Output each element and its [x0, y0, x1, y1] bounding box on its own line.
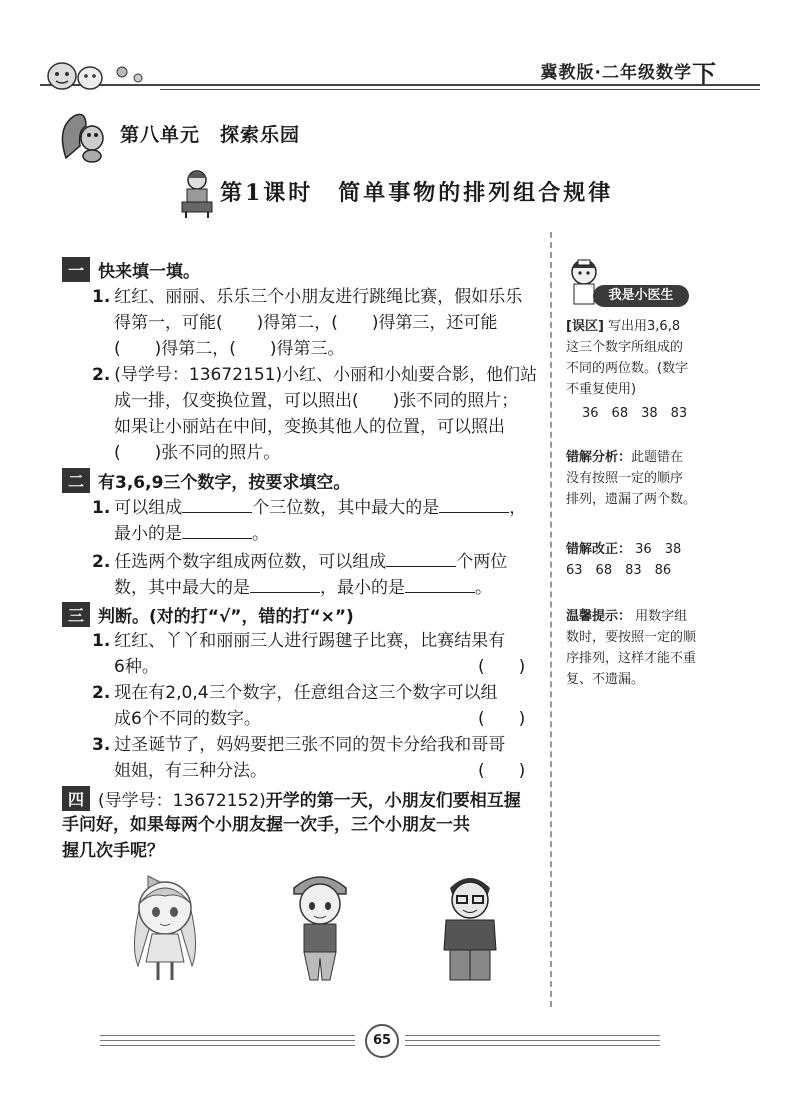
wrong-answer: 36 68 38 83 — [582, 406, 688, 421]
analysis-label: 错解分析： — [566, 450, 632, 465]
section-title: 开学的第一天，小朋友们要相互握 — [265, 791, 521, 811]
tip-text: 用数字组 — [635, 609, 688, 624]
footer-rule-right — [405, 1035, 660, 1036]
question-text: 最小的是 — [114, 524, 182, 544]
correction-line: 63 68 83 86 — [566, 563, 672, 578]
squirrel-icon — [56, 108, 112, 164]
question-text: 个三位数，其中最大的是 — [252, 498, 440, 518]
analysis-line: 排列，遗漏了两个数。 — [566, 492, 697, 507]
judge-answer-box[interactable]: ( ) — [478, 657, 526, 677]
section-title: 快来填一填。 — [98, 262, 201, 282]
column-divider — [550, 232, 552, 1007]
header-series: 冀教版·二年级数学 — [540, 63, 692, 83]
question-text: 红红、丫丫和丽丽三人进行踢毽子比赛，比赛结果有 — [114, 631, 506, 651]
question-line — [92, 628, 505, 654]
question-line — [92, 548, 507, 575]
question-line — [92, 494, 526, 521]
unit-title: 第八单元 探索乐园 — [120, 124, 301, 146]
question-line — [92, 362, 537, 388]
section-title: 有3,6,9三个数字，按要求填空。 — [98, 473, 351, 493]
answer-blank[interactable] — [182, 494, 252, 513]
analysis-text: 此题错在 — [631, 450, 684, 465]
answer-blank[interactable] — [182, 520, 252, 539]
teacher-icon — [178, 168, 216, 218]
analysis-line — [566, 447, 683, 468]
section-number: 二 — [62, 468, 90, 493]
tip-label: 温馨提示： — [566, 609, 632, 624]
question-line: 6种。 — [114, 657, 159, 677]
question-line: 成6个不同的数字。 — [114, 709, 261, 729]
section-title: 判断。(对的打“√”，错的打“×”) — [98, 607, 354, 627]
footer-rule-left — [100, 1040, 355, 1041]
question-text: 个两位 — [456, 552, 508, 572]
page-number: 65 — [365, 1024, 399, 1058]
question-line — [92, 284, 522, 310]
judge-answer-box[interactable]: ( ) — [478, 709, 526, 729]
question-line: 成一排，仅变换位置，可以照出( )张不同的照片； — [114, 391, 519, 411]
question-line — [114, 520, 269, 547]
error-zone-text: 写出用3,6,8 — [608, 319, 681, 334]
guide-number: (导学号：13672152) — [98, 791, 266, 811]
question-number: 1. — [92, 287, 111, 307]
correction-text: 36 38 — [635, 542, 682, 557]
footer-rule-left — [100, 1035, 355, 1036]
tip-line: 数时，要按照一定的顺 — [566, 630, 697, 645]
question-line: 如果让小丽站在中间，变换其他人的位置，可以照出 — [114, 417, 505, 437]
judge-answer-box[interactable]: ( ) — [478, 761, 526, 781]
question-text: 数，其中最大的是 — [114, 578, 250, 598]
section-2-heading — [62, 468, 350, 493]
question-text: ，最小的是 — [320, 578, 405, 598]
question-text: 。 — [475, 578, 492, 598]
section-number: 一 — [62, 257, 90, 282]
question-text: 红红、丽丽、乐乐三个小朋友进行跳绳比赛，假如乐乐 — [114, 287, 523, 307]
boy-illustration — [280, 866, 360, 986]
answer-blank[interactable] — [439, 494, 509, 513]
question-line — [92, 680, 498, 706]
header-mascot-icon — [42, 52, 152, 92]
question-number: 2. — [92, 552, 111, 572]
section-number: 四 — [62, 786, 90, 811]
doctor-banner: 我是小医生 — [593, 285, 689, 307]
error-zone-line — [566, 316, 680, 337]
error-zone-line: 这三个数字所组成的 — [566, 340, 684, 355]
answer-blank[interactable] — [250, 574, 320, 593]
error-zone-line: 不重复使用) — [566, 382, 637, 397]
header-volume: 下 — [692, 60, 716, 88]
question-number: 2. — [92, 365, 111, 385]
question-text: ， — [509, 498, 527, 518]
tip-line: 序排列，这样才能不重 — [566, 651, 697, 666]
section-4-heading — [62, 786, 521, 811]
section-title-line: 手问好，如果每两个小朋友握一次手，三个小朋友一共 — [62, 815, 470, 835]
question-line — [114, 574, 492, 601]
question-number: 3. — [92, 735, 111, 755]
section-number: 三 — [62, 602, 90, 627]
question-text: (导学号：13672151)小红、小丽和小灿要合影，他们站 — [114, 365, 538, 385]
girl-illustration — [120, 866, 210, 986]
question-line: 得第一，可能( )得第二，( )得第三，还可能 — [114, 313, 498, 333]
answer-blank[interactable] — [405, 574, 475, 593]
footer-rule-right — [405, 1045, 660, 1046]
question-text: 现在有2,0,4三个数字，任意组合这三个数字可以组 — [114, 683, 498, 703]
question-number: 2. — [92, 683, 111, 703]
question-text: 过圣诞节了，妈妈要把三张不同的贺卡分给我和哥哥 — [114, 735, 506, 755]
answer-blank[interactable] — [386, 548, 456, 567]
correction-label: 错解改正： — [566, 542, 632, 557]
question-line: ( )得第二，( )得第三。 — [114, 339, 345, 359]
tip-line: 复、不遗漏。 — [566, 672, 645, 687]
question-number: 1. — [92, 498, 111, 518]
analysis-line: 没有按照一定的顺序 — [566, 471, 684, 486]
section-title-line: 握几次手呢？ — [62, 841, 164, 861]
question-text: 。 — [252, 524, 269, 544]
footer-rule-right — [405, 1040, 660, 1041]
tip-line — [566, 606, 687, 627]
teacher-man-illustration — [430, 866, 510, 986]
question-line: ( )张不同的照片。 — [114, 443, 281, 463]
footer-rule-left — [100, 1045, 355, 1046]
question-number: 1. — [92, 631, 111, 651]
question-line: 姐姐，有三种分法。 — [114, 761, 267, 781]
lesson-title: 第1课时 简单事物的排列组合规律 — [220, 180, 614, 206]
section-3-heading — [62, 602, 354, 627]
error-zone-label: [误区] — [566, 319, 604, 334]
question-text: 任选两个数字组成两位数，可以组成 — [114, 552, 387, 572]
correction-line — [566, 539, 681, 560]
question-line — [92, 732, 505, 758]
header-rule-thin — [160, 89, 760, 90]
section-1-heading — [62, 257, 200, 282]
error-zone-line: 不同的两位数。(数字 — [566, 361, 689, 376]
question-text: 可以组成 — [114, 498, 183, 518]
